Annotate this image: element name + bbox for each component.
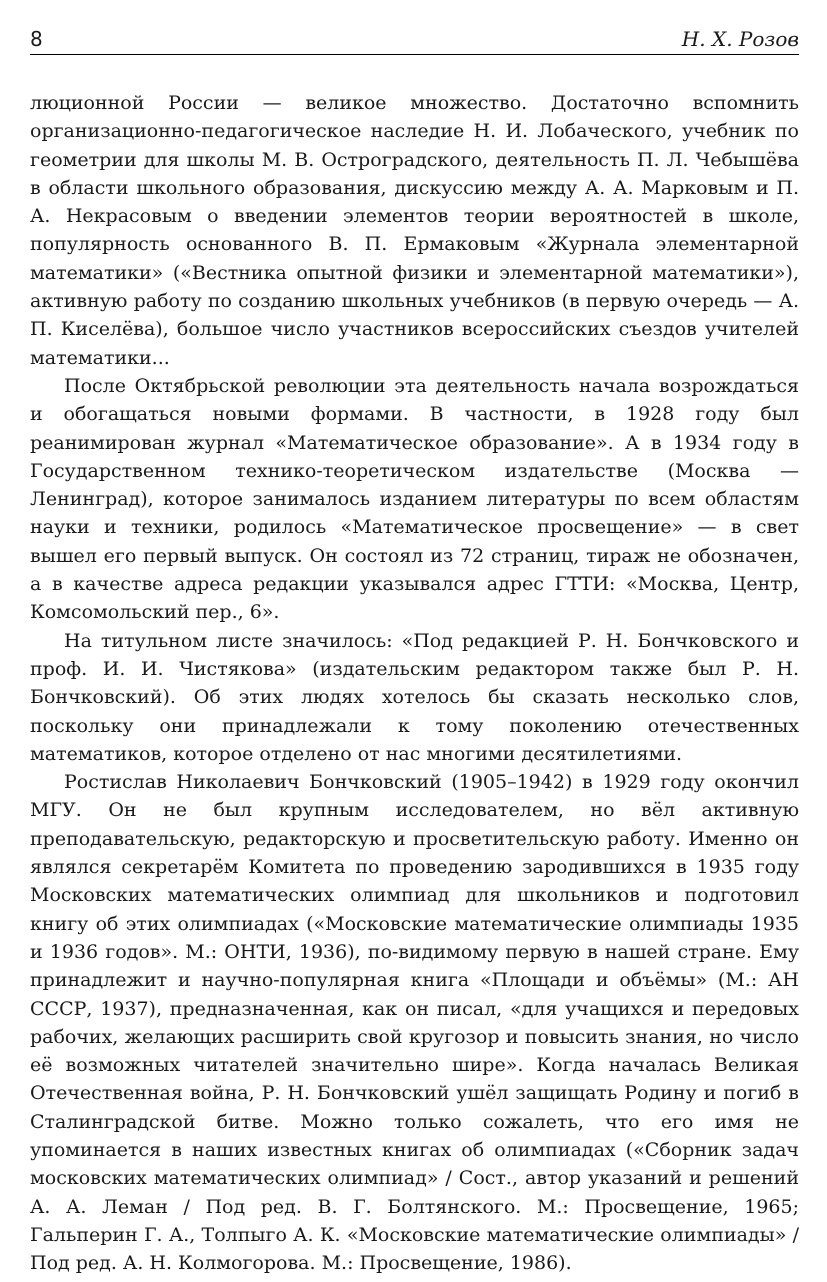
book-page (30, 24, 799, 1277)
running-head-author: Н. Х. Розов (681, 27, 799, 51)
body-text (30, 89, 799, 1277)
paragraph-title-page: На титульном листе значилось: «Под редакцией Р. Н. Бончковского и проф. И. И. Чистякова» (издательским редактором также был Р. Н. Бончковский). Об этих людях хотелось бы сказать несколько слов, поскольку они принадлежали к тому поколению отечественных математиков, которое отделено от нас многими десятилетиями. (30, 629, 799, 765)
paragraph-continuation: люционной России — великое множество. Достаточно вспомнить организационно-педагогическое наследие Н. И. Лобаческого, учебник по геометрии для школы М. В. Остроградского, деятельность П. Л. Чебышёва в области школьного образования, дискуссию между А. А. Марковым и П. А. Некрасовым о введении элементов теории вероятностей в школе, популярность основанного В. П. Ермаковым «Журнала элементарной математики» («Вестника опытной физики и элементарной математики»), активную работу по созданию школьных учебников (в первую очередь — А. П. Киселёва), большое число участников всероссийских съездов учителей математики... (30, 92, 799, 369)
header-rule (30, 54, 799, 55)
paragraph-revolution: После Октябрьской революции эта деятельность начала возрождаться и обогащаться новыми формами. В частности, в 1928 году был реанимирован журнал «Математическое образование». А в 1934 году в Государственном технико-теоретическом издательстве (Москва — Ленинград), которое занималось изданием литературы по всем областям науки и техники, родилось «Математическое просвещение» — в свет вышел его первый выпуск. Он состоял из 72 страниц, тираж не обозначен, а в качестве адреса редакции указывался адрес ГТТИ: «Москва, Центр, Комсомольский пер., 6». (30, 374, 799, 624)
running-head (30, 24, 799, 54)
page-number: 8 (30, 27, 43, 51)
paragraph-bonchkovsky: Ростислав Николаевич Бончковский (1905–1942) в 1929 году окончил МГУ. Он не был крупным исследователем, но вёл активную преподавательскую, редакторскую и просветительскую работу. Именно он являлся секретарём Комитета по проведению зародившихся в 1935 году Московских математических олимпиад для школьников и подготовил книгу об этих олимпиадах («Московские математические олимпиады 1935 и 1936 годов». М.: ОНТИ, 1936), по-видимому первую в нашей стране. Ему принадлежит и научно-популярная книга «Площади и объёмы» (М.: АН СССР, 1937), предназначенная, как он писал, «для учащихся и передовых рабочих, желающих расширить свой кругозор и повысить знания, но число её возможных читателей значительно шире». Когда началась Великая Отечественная война, Р. Н. Бончковский ушёл защищать Родину и погиб в Сталинградской битве. Можно только сожалеть, что его имя не упоминается в наших известных книгах об олимпиадах («Сборник задач московских математических олимпиад» / Сост., автор указаний и решений А. А. Леман / Под ред. В. Г. Болтянского. М.: Просвещение, 1965; Гальперин Г. А., Толпыго А. К. «Московские математические олимпиады» / Под ред. А. Н. Колмогорова. М.: Просвещение, 1986). (30, 771, 799, 1275)
